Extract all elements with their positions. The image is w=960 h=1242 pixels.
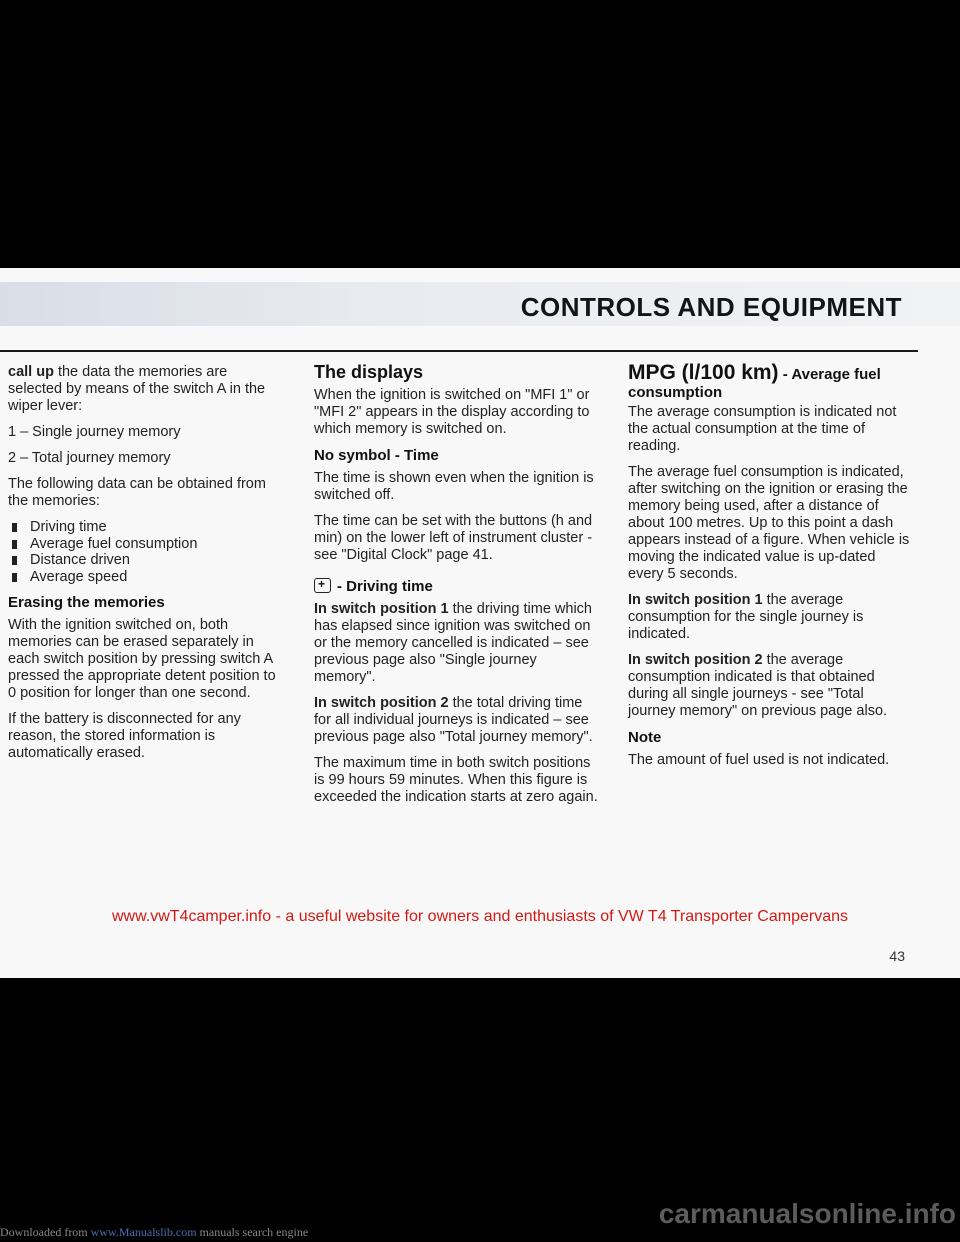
driving-time-heading — [314, 578, 598, 595]
footer-prefix: Downloaded from — [0, 1225, 91, 1239]
intro-text: the data the memories are selected by means of the switch A in the wiper lever: — [8, 364, 266, 414]
mpg-position-1 — [628, 592, 910, 643]
displays-text: When the ignition is switched on "MFI 1" or "MFI 2" appears in the display according to which memory is switched on. — [314, 387, 590, 437]
position-2-body: the total driving time for all individual journeys is indicated – see previous page also "Total journey memory". — [314, 695, 593, 745]
mpg-text-2: The average fuel consumption is indicated, after switching on the ignition or erasing the memory being used, after a distance of about 100 metres. Up to this point a dash appears instead of a figure. When vehicle is moving the indicated value is up-dated every 5 seconds. — [628, 464, 910, 582]
mpg-position-2-body: the average consumption indicated is that obtained during all single journeys - see "Total journey memory" on previous page also. — [628, 652, 888, 719]
erase-text: With the ignition switched on, both memories can be erased separately in each switch position by pressing switch A pressed the appropriate detent position to 0 position for longer than one second. — [8, 617, 276, 701]
list-item: Average speed — [8, 569, 282, 586]
nosymbol-text-2: The time can be set with the buttons (h and min) on the lower left of instrument cluster - see "Digital Clock" page 41. — [314, 513, 593, 563]
website-watermark: www.vwT4camper.info - a useful website for owners and enthusiasts of VW T4 Transporter Campervans — [111, 908, 849, 925]
following-text: The following data can be obtained from the memories: — [8, 476, 266, 509]
mpg-position-1-body: the average consumption for the single journey is indicated. — [628, 592, 864, 642]
mpg-position-2-bold: In switch position 2 — [628, 652, 763, 668]
max-time-text: The maximum time in both switch positions is 99 hours 59 minutes. When this figure is exceeded the indication starts at zero again. — [314, 755, 598, 805]
data-list — [8, 519, 282, 585]
list-item: Distance driven — [8, 552, 282, 569]
column-2 — [314, 364, 598, 815]
clock-icon — [314, 578, 331, 593]
displays-heading: The displays — [314, 362, 424, 382]
footer-suffix: manuals search engine — [196, 1225, 309, 1239]
mpg-heading-small: - Average fuel consumption — [628, 366, 881, 401]
mpg-heading — [628, 361, 910, 402]
position-1-bold: In switch position 1 — [314, 601, 449, 617]
nosymbol-text-1: The time is shown even when the ignition is switched off. — [314, 470, 594, 503]
list-item: Average fuel consumption — [8, 536, 282, 553]
manualslib-link[interactable]: www.Manualslib.com — [90, 1225, 197, 1239]
position-1-body: the driving time which has elapsed since ignition was switched on or the memory cancelled is indicated – see previous page also "Single journey memory". — [314, 601, 592, 685]
header-rule — [0, 350, 918, 352]
column-1 — [0, 364, 282, 771]
position-1-text — [314, 601, 598, 686]
memory-1: 1 – Single journey memory — [8, 424, 181, 440]
intro-paragraph — [8, 364, 282, 415]
erase-heading: Erasing the memories — [8, 594, 165, 611]
driving-time-label: - Driving time — [337, 578, 433, 595]
mpg-position-2 — [628, 652, 910, 720]
corner-brand-logo: carmanualsonline.info — [658, 1198, 956, 1229]
mpg-heading-big: MPG (l/100 km) — [628, 361, 779, 384]
mpg-text-1: The average consumption is indicated not the actual consumption at the time of reading. — [628, 404, 897, 454]
page-number: 43 — [889, 948, 905, 964]
battery-text: If the battery is disconnected for any reason, the stored information is automatically erased. — [8, 711, 241, 761]
manual-page — [0, 268, 960, 978]
nosymbol-heading: No symbol - Time — [314, 447, 439, 464]
list-item: Driving time — [8, 519, 282, 536]
mpg-position-1-bold: In switch position 1 — [628, 592, 763, 608]
intro-bold: call up — [8, 364, 54, 380]
download-footer — [0, 1225, 308, 1240]
section-title: CONTROLS AND EQUIPMENT — [520, 292, 902, 322]
column-3 — [628, 361, 910, 778]
note-heading: Note — [628, 729, 662, 746]
note-text: The amount of fuel used is not indicated. — [628, 752, 890, 768]
position-2-bold: In switch position 2 — [314, 695, 449, 711]
memory-2: 2 – Total journey memory — [8, 450, 171, 466]
section-banner — [0, 282, 960, 326]
position-2-text — [314, 695, 598, 746]
